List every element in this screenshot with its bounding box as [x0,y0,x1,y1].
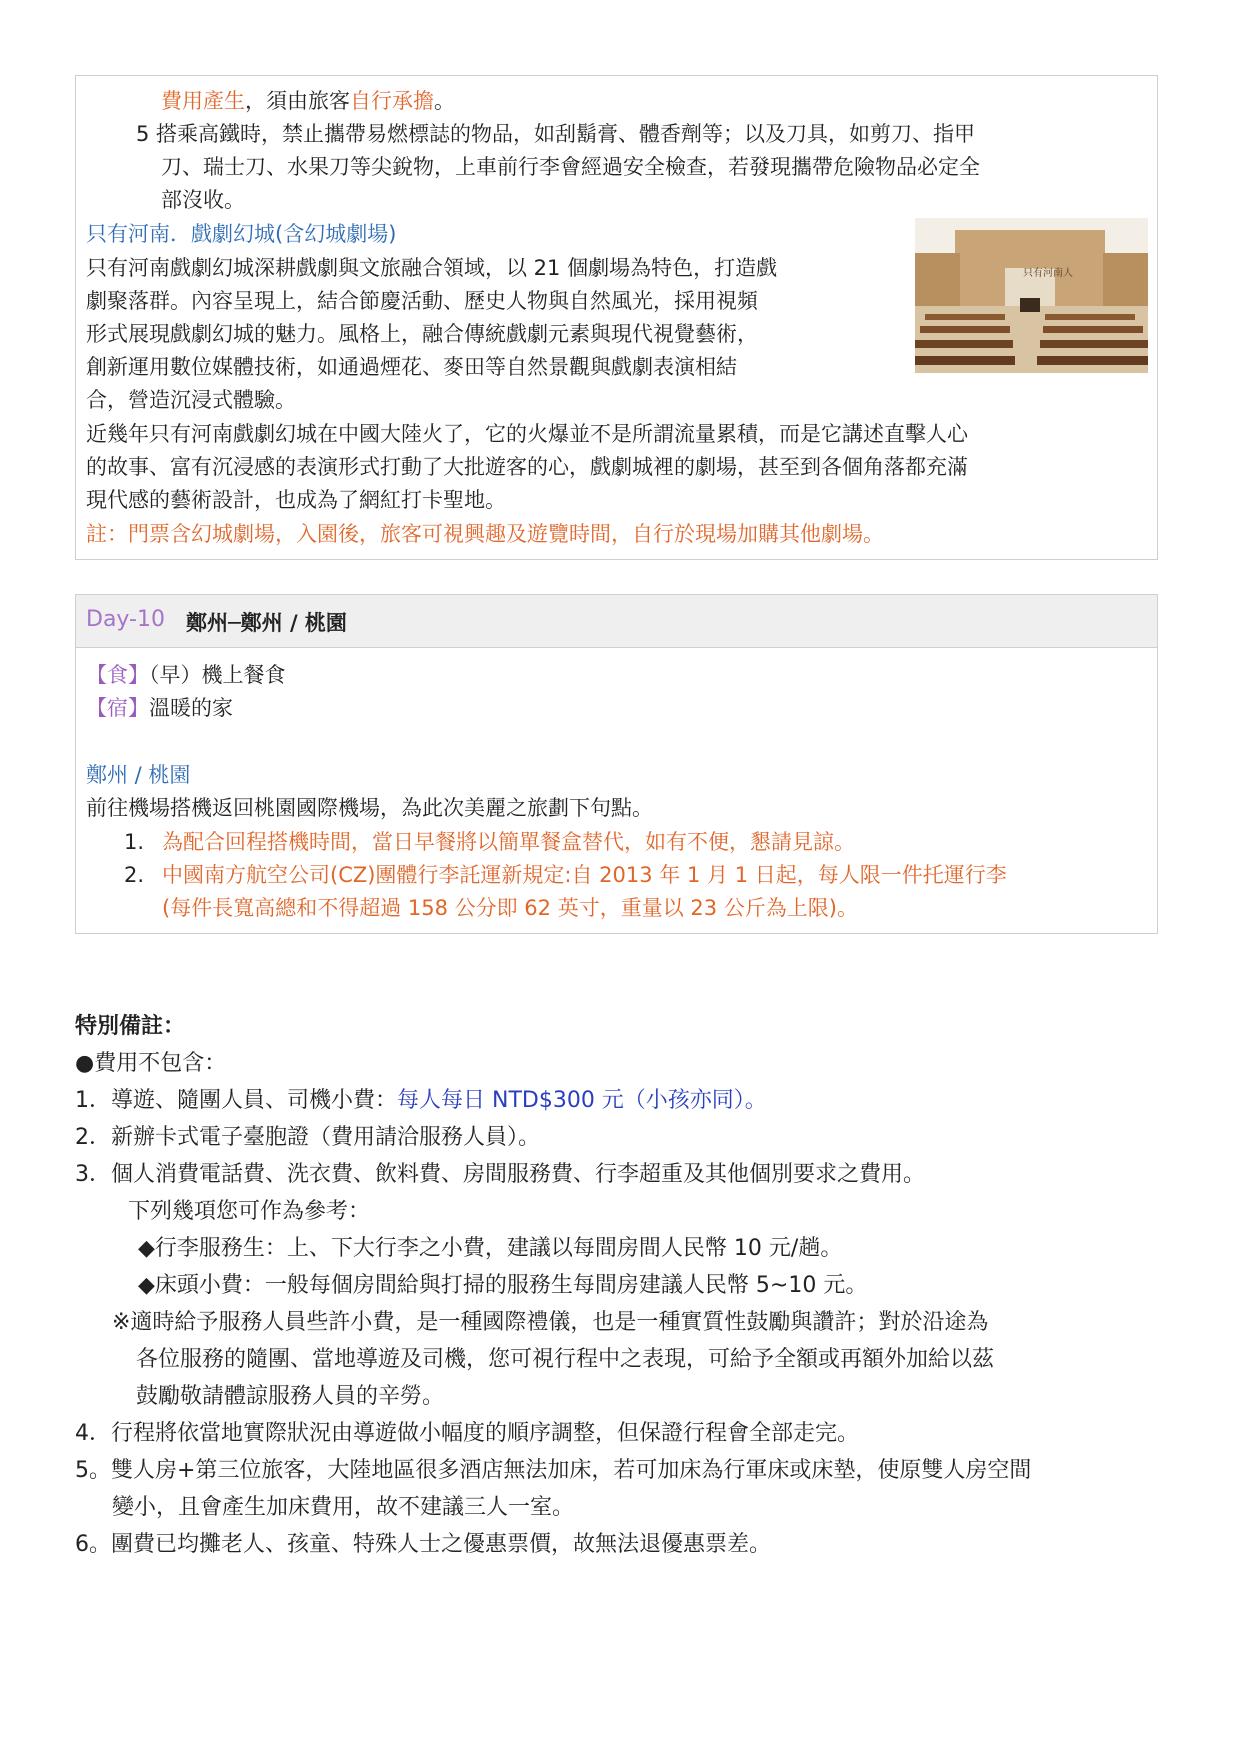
attraction-desc-line: 劇聚落群。內容呈現上，結合節慶活動、歷史人物與自然風光，採用視頻 [86,289,758,313]
day-header [76,595,1157,648]
remark-3-reference: 下列幾項您可作為參考： [128,1199,371,1224]
place-heading: 鄭州 / 桃園 [86,763,191,787]
day-desc: 前往機場搭機返回桃園國際機場，為此次美麗之旅劃下句點。 [86,796,653,820]
meal-tag: 【食】 [86,663,149,687]
remarks-title: 特別備註： [75,1014,186,1039]
remark-4: 4．行程將依當地實際狀況由導遊做小幅度的順序調整，但保證行程會全部走完。 [75,1421,859,1446]
attraction-desc-line: 只有河南戲劇幻城深耕戲劇與文旅融合領域，以 21 個劇場為特色，打造戲 [86,256,778,280]
remark-3-note-line-2: 各位服務的隨團、當地導遊及司機，您可視行程中之表現，可給予全額或再額外加給以茲 [136,1347,995,1372]
rail-rule-line-1: 5 搭乘高鐵時，禁止攜帶易燃標誌的物品，如刮鬍膏、體香劑等；以及刀具，如剪刀、指甲 [136,122,976,146]
note-1: 為配合回程搭機時間，當日早餐將以簡單餐盒替代，如有不便，懇請見諒。 [162,830,855,854]
remark-3-item-2: ◆床頭小費：一般每個房間給與打掃的服務生每間房建議人民幣 5~10 元。 [138,1273,868,1298]
remark-5-line-1: 5。雙人房+第三位旅客，大陸地區很多酒店無法加床，若可加床為行軍床或床墊，使原雙人房空間 [75,1458,1032,1483]
attraction-story-line: 現代感的藝術設計，也成為了網紅打卡聖地。 [86,488,506,512]
meal-line [86,660,286,690]
attraction-heading: 只有河南．戲劇幻城(含幻城劇場) [86,222,397,246]
fee-line: 費用產生，須由旅客自行承擔。 [161,89,455,113]
attraction-desc-line: 創新運用數位媒體技術，如通過煙花、麥田等自然景觀與戲劇表演相結 [86,355,737,379]
meal-value: （早）機上餐食 [149,663,286,687]
day-route: 鄭州─鄭州 / 桃園 [186,611,347,635]
note-1-number: 1. [124,830,145,854]
remark-3-note-line-3: 鼓勵敬請體諒服務人員的辛勞。 [136,1384,445,1409]
remark-3-note-line-1: ※適時給予服務人員些許小費，是一種國際禮儀，也是一種實質性鼓勵與讚許；對於沿途為 [112,1310,989,1335]
ticket-note: 註：門票含幻城劇場，入園後，旅客可視興趣及遊覽時間，自行於現場加購其他劇場。 [86,522,884,546]
photo-sign-text: 只有河南人 [1023,268,1073,279]
day-label: Day-10 [86,607,165,632]
remark-1: 1．導遊、隨團人員、司機小費：每人每日 NTD$300 元（小孩亦同）。 [75,1088,767,1113]
remark-6: 6。團費已均攤老人、孩童、特殊人士之優惠票價，故無法退優惠票差。 [75,1532,771,1557]
attraction-story-line: 近幾年只有河南戲劇幻城在中國大陸火了，它的火爆並不是所謂流量累積，而是它講述直擊人心 [86,422,968,446]
remark-3-item-1: ◆行李服務生：上、下大行李之小費，建議以每間房間人民幣 10 元/趟。 [138,1236,843,1261]
rail-rule-line-2: 刀、瑞士刀、水果刀等尖銳物，上車前行李會經過安全檢查，若發現攜帶危險物品必定全 [161,155,980,179]
note-2-line-1: 中國南方航空公司(CZ)團體行李託運新規定:自 2013 年 1 月 1 日起，每人限一件托運行李 [162,863,1007,887]
attraction-desc-line: 形式展現戲劇幻城的魅力。風格上，融合傳統戲劇元素與現代視覺藝術， [86,322,758,346]
stay-tag: 【宿】 [86,696,149,720]
itinerary-box-continued [75,75,1158,560]
attraction-desc-line: 合，營造沉浸式體驗。 [86,388,296,412]
note-2-line-2: (每件長寬高總和不得超過 158 公分即 62 英寸，重量以 23 公斤為上限)。 [162,896,858,920]
remark-3: 3．個人消費電話費、洗衣費、飲料費、房間服務費、行李超重及其他個別要求之費用。 [75,1162,925,1187]
rail-rule-line-3: 部沒收。 [161,188,245,212]
stay-value: 溫暖的家 [149,696,233,720]
stay-line [86,693,233,723]
remark-2: 2．新辦卡式電子臺胞證（費用請洽服務人員）。 [75,1125,540,1150]
note-2-number: 2. [124,863,145,887]
remark-5-line-2: 變小，且會產生加床費用，故不建議三人一室。 [112,1495,575,1520]
exclusions-heading: ●費用不包含： [75,1051,227,1076]
day-10-box [75,594,1158,934]
attraction-story-line: 的故事、富有沉浸感的表演形式打動了大批遊客的心，戲劇城裡的劇場，甚至到各個角落都充滿 [86,455,968,479]
theater-photo [915,218,1148,373]
